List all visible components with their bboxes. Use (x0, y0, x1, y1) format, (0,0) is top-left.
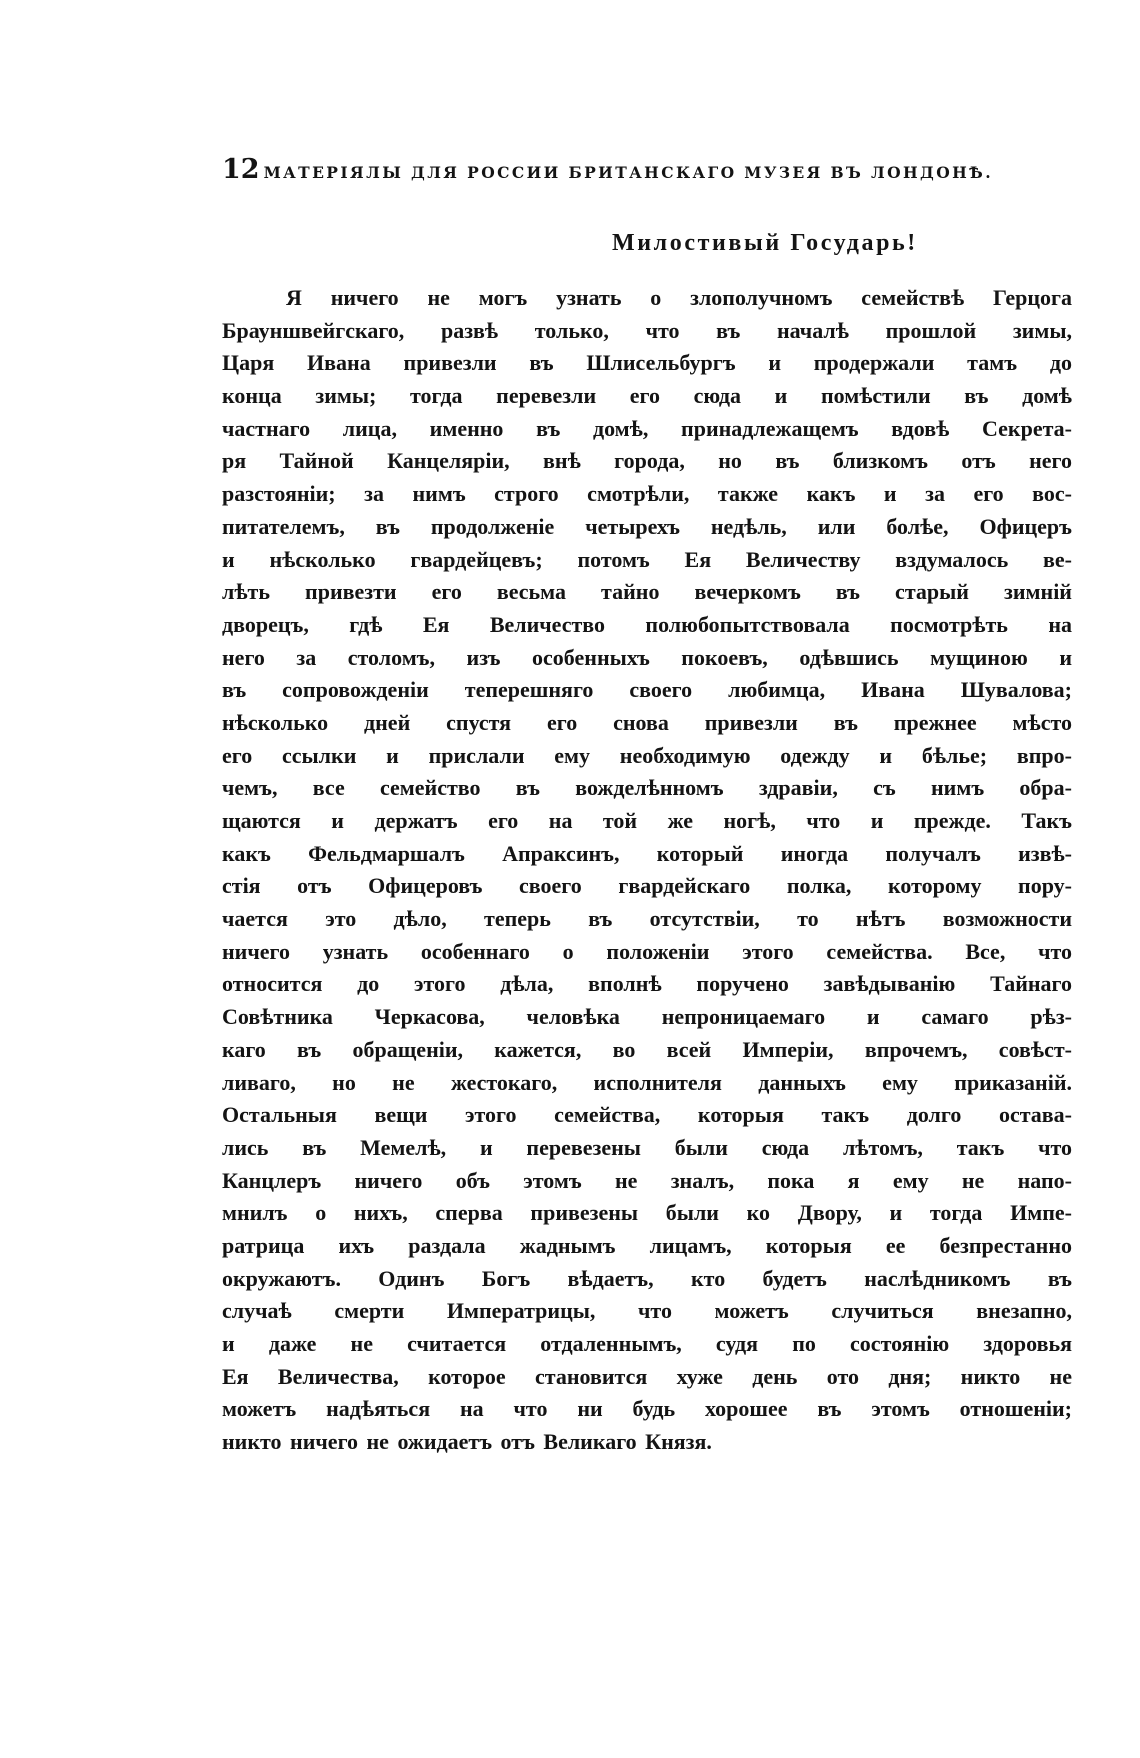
text-line: Я ничего не могъ узнать о злополучномъ семействѣ Герцога (286, 285, 1072, 310)
running-title: МАТЕРІЯЛЫ ДЛЯ РОССИИ БРИТАНСКАГО МУЗЕЯ ВЪ ЛОНДОНѢ. (263, 163, 994, 182)
text-line: можетъ надѣяться на что ни будь хорошее въ этомъ отношеніи; (222, 1396, 1072, 1422)
text-line: Канцлеръ ничего объ этомъ не зналъ, пока я ему не напо- (222, 1167, 1072, 1193)
text-line: дворецъ, гдѣ Ея Величество полюбопытствовала посмотрѣть на (222, 611, 1072, 637)
text-line: нѣсколько дней спустя его снова привезли въ прежнее мѣсто (222, 709, 1072, 735)
text-line: ничего узнать особеннаго о положеніи этого семейства. Все, что (222, 938, 1072, 964)
text-line: мнилъ о нихъ, сперва привезены были ко Двору, и тогда Импе- (222, 1200, 1072, 1226)
text-line: ря Тайной Канцеляріи, внѣ города, но въ близкомъ отъ него (222, 448, 1072, 474)
text-line: и даже не считается отдаленнымъ, судя по состоянію здоровья (222, 1331, 1072, 1356)
text-line: щаются и держатъ его на той же ногѣ, что и прежде. Такъ (222, 808, 1072, 833)
text-line: никто ничего не ожидаетъ отъ Великаго Князя. (222, 1429, 712, 1455)
text-line: его ссылки и прислали ему необходимую одежду и бѣлье; впро- (222, 742, 1072, 768)
text-line: Остальныя вещи этого семейства, которыя такъ долго остава- (222, 1102, 1072, 1128)
letter-body (222, 282, 1072, 1459)
text-line: случаѣ смерти Императрицы, что можетъ случиться внезапно, (222, 1298, 1072, 1324)
running-head (222, 154, 992, 190)
text-line: Царя Ивана привезли въ Шлисельбургъ и продержали тамъ до (222, 350, 1072, 376)
text-line: него за столомъ, изъ особенныхъ покоевъ, одѣвшись мущиною и (222, 644, 1072, 670)
text-line: питателемъ, въ продолженіе четырехъ недѣль, или болѣе, Офицеръ (222, 513, 1072, 539)
text-line: ратрица ихъ раздала жаднымъ лицамъ, которыя ее безпрестанно (222, 1232, 1072, 1258)
text-line: разстояніи; за нимъ строго смотрѣли, также какъ и за его вос- (222, 481, 1072, 507)
text-line: Брауншвейгскаго, развѣ только, что въ началѣ прошлой зимы, (222, 317, 1072, 343)
text-line: лѣть привезти его весьма тайно вечеркомъ въ старый зимній (222, 579, 1072, 605)
text-line: ливаго, но не жестокаго, исполнителя данныхъ ему приказаній. (222, 1069, 1072, 1095)
text-line: и нѣсколько гвардейцевъ; потомъ Ея Величеству вздумалось ве- (222, 546, 1072, 572)
text-line: окружаютъ. Одинъ Богъ вѣдаетъ, кто будетъ наслѣдникомъ въ (222, 1265, 1072, 1291)
page-number: 12 (222, 154, 260, 185)
text-line: чемъ, все семейство въ вожделѣнномъ здравіи, съ нимъ обра- (222, 775, 1072, 801)
text-line: лись въ Мемелѣ, и перевезены были сюда лѣтомъ, такъ что (222, 1134, 1072, 1160)
text-line: конца зимы; тогда перевезли его сюда и помѣстили въ домѣ (222, 383, 1072, 409)
text-line: Ея Величества, которое становится хуже день ото дня; никто не (222, 1363, 1072, 1389)
letter-salutation: Милостивый Государь! (612, 230, 918, 256)
text-line: относится до этого дѣла, вполнѣ поручено завѣдыванію Тайнаго (222, 971, 1072, 997)
text-line: каго въ обращеніи, кажется, во всей Имперіи, впрочемъ, совѣст- (222, 1036, 1072, 1062)
text-line: чается это дѣло, теперь въ отсутствіи, то нѣтъ возможности (222, 906, 1072, 932)
text-line: стія отъ Офицеровъ своего гвардейскаго полка, которому пору- (222, 873, 1072, 899)
text-line: въ сопровожденіи теперешняго своего любимца, Ивана Шувалова; (222, 677, 1072, 703)
text-line: Совѣтника Черкасова, человѣка непроницаемаго и самаго рѣз- (222, 1004, 1072, 1030)
text-line: частнаго лица, именно въ домѣ, принадлежащемъ вдовѣ Секрета- (222, 415, 1072, 441)
text-line: какъ Фельдмаршалъ Апраксинъ, который иногда получалъ извѣ- (222, 840, 1072, 866)
